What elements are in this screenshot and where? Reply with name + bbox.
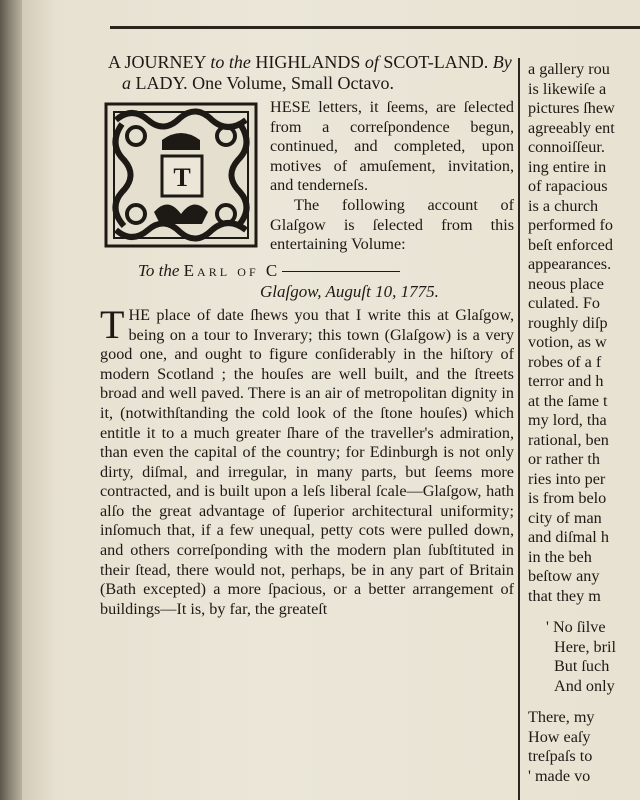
right-column-lines [528,60,640,786]
salutation-dash [282,271,400,272]
right-column-line: votion, as w [528,333,607,351]
top-rule [110,26,640,29]
ornament-letter: T [173,163,191,192]
right-column-line: neous place [528,274,604,293]
right-column-line: is a church [528,196,599,215]
right-column-line: treſpaſs to [528,747,593,765]
title-by: By a [122,52,512,93]
title-lady: LADY. [135,73,188,93]
right-column-line: How eaſy [528,727,591,746]
main-column [100,52,514,619]
salutation [138,261,514,281]
right-column-line: and diſmal h [528,528,609,546]
right-column-line: ries into per [528,469,606,488]
right-column-line: agreeably ent [528,118,615,137]
right-column-line: in the beh [528,547,592,566]
right-column-line: culated. Fo [528,294,600,312]
right-column-line: beſt enforced [528,235,613,254]
verse-line: But ſuch [554,657,610,675]
spacer [528,696,640,708]
spacer [528,606,640,618]
verse-line: ' No ſilve [546,618,606,636]
drop-cap: T [100,301,125,347]
title-of: of [364,52,379,72]
title-prefix: A JOURNEY [108,52,206,72]
right-column [528,60,640,786]
right-column-line: my lord, tha [528,411,607,429]
ornamental-initial [102,100,260,250]
right-column-line: There, my [528,708,595,726]
right-column-line: ' made vo [528,766,591,785]
salutation-to: To the [138,260,180,280]
article-title [100,52,514,94]
right-column-line: or rather th [528,450,600,468]
title-highlands: HIGHLANDS [255,52,361,72]
title-rest: SCOT-LAND. [383,52,489,72]
right-column-line: city of man [528,508,602,527]
right-column-line: is from belo [528,489,607,507]
right-column-line: performed fo [528,216,613,234]
intro-text-2: The following account of Glaſgow is ſelected from this entertaining Volume: [270,195,514,254]
right-column-line: terror and h [528,372,604,390]
column-rule [518,58,520,800]
right-column-line: at the ſame t [528,391,608,410]
right-column-line: that they m [528,586,601,605]
right-column-line: robes of a f [528,352,602,371]
right-column-line: of rapacious [528,177,608,195]
right-column-line: is likewiſe a [528,79,607,98]
right-column-line: connoiſſeur. [528,138,605,156]
verse-line: And only [554,676,615,695]
verse-line: Here, bril [554,637,617,656]
right-column-line: appearances. [528,255,612,273]
right-column-line: roughly diſp [528,313,608,332]
salutation-name: Earl of C [183,260,281,280]
title-volume: One Volume, Small Octavo. [192,73,394,93]
letter-body [100,301,514,620]
right-column-line: ing entire in [528,157,607,176]
page-spine [0,0,22,800]
dateline: Glaſgow, Auguſt 10, 1775. [260,282,439,302]
right-column-line: pictures ſhew [528,99,615,117]
right-column-line: a gallery rou [528,60,610,78]
letter-text: HE place of date ſhews you that I write this at Glaſgow, being on a tour to Inverary; this town (Glaſgow) is a very good one, and ought to figure conſiderably in the hiſtory of modern Scotland ; the houſes are well built, and the ſtreets broad and well paved. There is an air of metropolitan dignity in it, (notwithſtanding the cold look of the ſtone houſes) which entitle it to a much greater ſhare of the traveller's admiration, than even the capital of the country; for Edinburgh is not only dirty, diſmal, and irregular, in many parts, but ſeems more contracted, and is built upon a leſs liberal ſcale—Glaſgow, hath alſo the great advantage of ſuperior architectural uniformity; inſomuch that, if a few unequal, petty cots were pulled down, and others correſponding with the modern plan ſubſtituted in their ſtead, there would not, perhaps, be in any part of Britain (Bath excepted) a more ſpacious, or a better arrangement of buildings—It is, by far, the greateſt [100,305,514,618]
right-column-line: beſtow any [528,567,600,585]
title-to: to the [210,52,251,72]
right-column-line: rational, ben [528,430,609,449]
intro-text: HESE letters, it ſeems, are ſelected from a correſpondence begun, continued, and completed, upon motives of amuſement, invitation, and tenderneſs. [270,98,514,195]
